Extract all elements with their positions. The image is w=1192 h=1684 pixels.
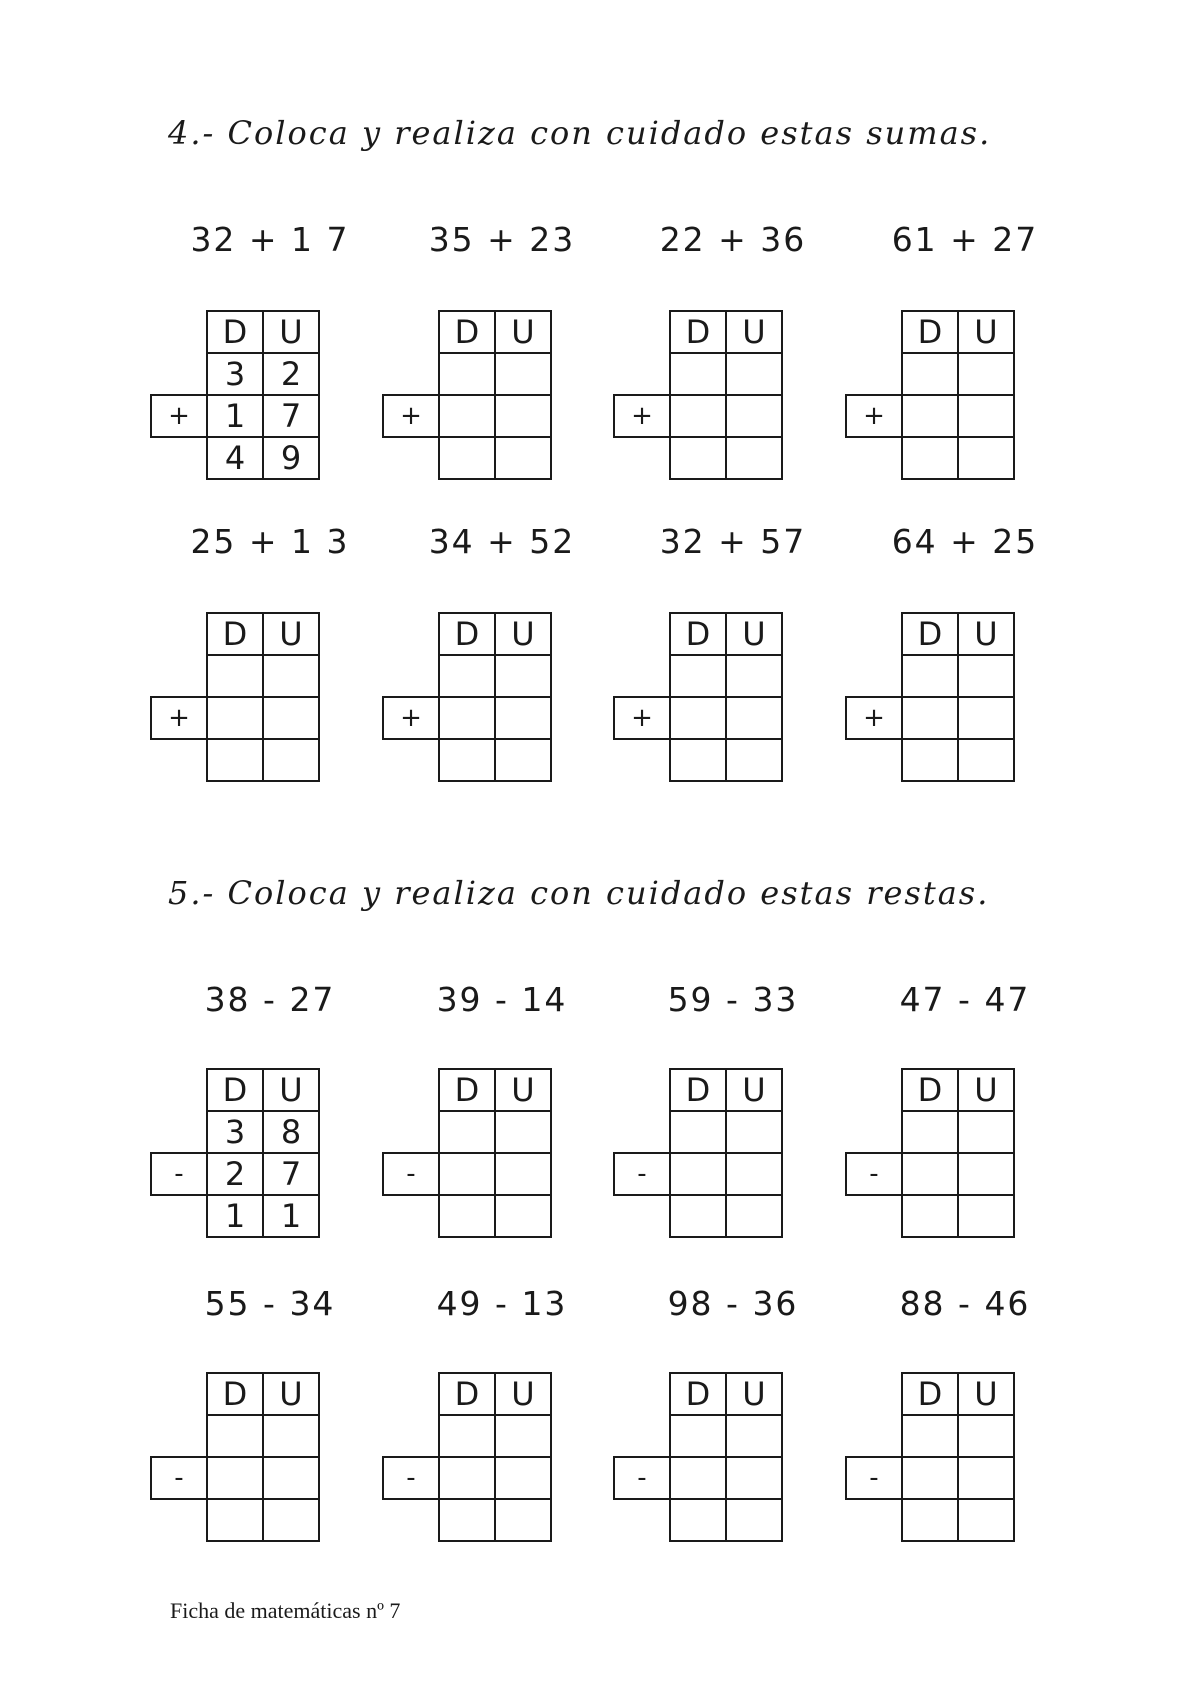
problem-label: 59 - 33 xyxy=(667,980,799,1019)
bottom-number-tens-cell xyxy=(438,1152,496,1196)
bottom-number-tens-cell xyxy=(438,696,496,740)
problem-label: 22 + 36 xyxy=(659,220,807,259)
operator-cell: + xyxy=(613,696,671,740)
result-units-cell xyxy=(725,1498,783,1542)
result-tens-cell xyxy=(901,1194,959,1238)
problem-label: 55 - 34 xyxy=(204,1284,336,1323)
top-number-units-cell xyxy=(957,1414,1015,1458)
result-units-cell xyxy=(494,436,552,480)
header-cell-decenas: D xyxy=(438,1372,496,1416)
header-cell-decenas: D xyxy=(206,1068,264,1112)
top-number-units-cell xyxy=(494,352,552,396)
top-number-units-cell xyxy=(494,1414,552,1458)
top-number-units-cell xyxy=(262,1414,320,1458)
top-number-units-cell: 8 xyxy=(262,1110,320,1154)
top-number-tens-cell: 3 xyxy=(206,1110,264,1154)
header-cell-unidades: U xyxy=(494,1068,552,1112)
header-cell-unidades: U xyxy=(957,310,1015,354)
top-number-units-cell xyxy=(725,1110,783,1154)
header-cell-decenas: D xyxy=(438,612,496,656)
result-units-cell xyxy=(957,738,1015,782)
problem-label: 35 + 23 xyxy=(428,220,576,259)
result-tens-cell xyxy=(901,436,959,480)
header-cell-decenas: D xyxy=(901,1068,959,1112)
result-tens-cell xyxy=(669,436,727,480)
operator-cell: - xyxy=(382,1456,440,1500)
bottom-number-tens-cell xyxy=(901,696,959,740)
top-number-tens-cell xyxy=(438,352,496,396)
operator-cell: + xyxy=(150,696,208,740)
top-number-units-cell xyxy=(262,654,320,698)
top-number-tens-cell: 3 xyxy=(206,352,264,396)
bottom-number-units-cell xyxy=(957,696,1015,740)
result-units-cell: 9 xyxy=(262,436,320,480)
result-units-cell xyxy=(957,436,1015,480)
result-tens-cell xyxy=(901,738,959,782)
bottom-number-units-cell xyxy=(494,1152,552,1196)
header-cell-unidades: U xyxy=(262,612,320,656)
top-number-tens-cell xyxy=(669,1414,727,1458)
header-cell-unidades: U xyxy=(494,612,552,656)
bottom-number-units-cell xyxy=(725,394,783,438)
bottom-number-units-cell: 7 xyxy=(262,1152,320,1196)
top-number-tens-cell xyxy=(669,1110,727,1154)
result-tens-cell xyxy=(438,1194,496,1238)
operator-cell: + xyxy=(845,394,903,438)
bottom-number-tens-cell xyxy=(669,1152,727,1196)
bottom-number-units-cell xyxy=(957,394,1015,438)
top-number-tens-cell xyxy=(206,1414,264,1458)
header-cell-unidades: U xyxy=(957,1372,1015,1416)
bottom-number-units-cell xyxy=(262,696,320,740)
result-units-cell xyxy=(725,738,783,782)
bottom-number-tens-cell xyxy=(206,696,264,740)
result-units-cell xyxy=(725,1194,783,1238)
top-number-units-cell xyxy=(725,1414,783,1458)
result-units-cell: 1 xyxy=(262,1194,320,1238)
top-number-tens-cell xyxy=(438,1414,496,1458)
result-tens-cell xyxy=(438,1498,496,1542)
header-cell-unidades: U xyxy=(262,1068,320,1112)
header-cell-unidades: U xyxy=(494,1372,552,1416)
header-cell-decenas: D xyxy=(438,1068,496,1112)
problem-label: 39 - 14 xyxy=(436,980,568,1019)
bottom-number-tens-cell xyxy=(438,1456,496,1500)
header-cell-decenas: D xyxy=(206,1372,264,1416)
operator-cell: - xyxy=(613,1152,671,1196)
bottom-number-tens-cell xyxy=(438,394,496,438)
header-cell-decenas: D xyxy=(206,310,264,354)
top-number-tens-cell xyxy=(901,1110,959,1154)
header-cell-decenas: D xyxy=(901,1372,959,1416)
bottom-number-tens-cell: 2 xyxy=(206,1152,264,1196)
header-cell-unidades: U xyxy=(725,310,783,354)
result-tens-cell xyxy=(901,1498,959,1542)
bottom-number-units-cell xyxy=(494,1456,552,1500)
header-cell-decenas: D xyxy=(669,1068,727,1112)
top-number-units-cell xyxy=(957,1110,1015,1154)
bottom-number-tens-cell xyxy=(206,1456,264,1500)
top-number-units-cell xyxy=(957,654,1015,698)
operator-cell: - xyxy=(845,1456,903,1500)
section-heading-sumas: 4.- Coloca y realiza con cuidado estas sumas. xyxy=(168,114,992,152)
problem-label: 61 + 27 xyxy=(891,220,1039,259)
top-number-units-cell xyxy=(725,352,783,396)
result-tens-cell: 1 xyxy=(206,1194,264,1238)
header-cell-unidades: U xyxy=(262,310,320,354)
header-cell-decenas: D xyxy=(206,612,264,656)
bottom-number-units-cell xyxy=(262,1456,320,1500)
problem-label: 32 + 57 xyxy=(659,522,807,561)
bottom-number-tens-cell xyxy=(669,696,727,740)
problem-label: 32 + 1 7 xyxy=(190,220,350,259)
header-cell-unidades: U xyxy=(957,612,1015,656)
operator-cell: + xyxy=(382,394,440,438)
top-number-tens-cell xyxy=(901,1414,959,1458)
bottom-number-tens-cell xyxy=(901,1456,959,1500)
header-cell-unidades: U xyxy=(957,1068,1015,1112)
top-number-units-cell xyxy=(725,654,783,698)
top-number-tens-cell xyxy=(901,352,959,396)
top-number-tens-cell xyxy=(669,352,727,396)
bottom-number-units-cell xyxy=(725,1152,783,1196)
header-cell-decenas: D xyxy=(669,1372,727,1416)
result-units-cell xyxy=(725,436,783,480)
header-cell-unidades: U xyxy=(262,1372,320,1416)
problem-label: 34 + 52 xyxy=(428,522,576,561)
problem-label: 38 - 27 xyxy=(204,980,336,1019)
section-heading-restas: 5.- Coloca y realiza con cuidado estas restas. xyxy=(168,874,990,912)
result-units-cell xyxy=(262,738,320,782)
bottom-number-units-cell xyxy=(725,696,783,740)
result-tens-cell: 4 xyxy=(206,436,264,480)
top-number-tens-cell xyxy=(206,654,264,698)
bottom-number-units-cell xyxy=(494,696,552,740)
header-cell-unidades: U xyxy=(494,310,552,354)
result-tens-cell xyxy=(206,1498,264,1542)
result-tens-cell xyxy=(206,738,264,782)
operator-cell: + xyxy=(150,394,208,438)
result-tens-cell xyxy=(438,738,496,782)
result-units-cell xyxy=(957,1194,1015,1238)
operator-cell: + xyxy=(382,696,440,740)
result-units-cell xyxy=(262,1498,320,1542)
footer-text: Ficha de matemáticas nº 7 xyxy=(170,1598,401,1623)
header-cell-decenas: D xyxy=(669,310,727,354)
top-number-units-cell xyxy=(957,352,1015,396)
problem-label: 64 + 25 xyxy=(891,522,1039,561)
top-number-units-cell: 2 xyxy=(262,352,320,396)
problem-label: 49 - 13 xyxy=(436,1284,568,1323)
result-units-cell xyxy=(494,1194,552,1238)
result-tens-cell xyxy=(669,738,727,782)
result-units-cell xyxy=(957,1498,1015,1542)
bottom-number-units-cell xyxy=(725,1456,783,1500)
operator-cell: + xyxy=(845,696,903,740)
top-number-tens-cell xyxy=(438,1110,496,1154)
bottom-number-tens-cell xyxy=(901,394,959,438)
result-tens-cell xyxy=(669,1498,727,1542)
header-cell-unidades: U xyxy=(725,612,783,656)
top-number-units-cell xyxy=(494,1110,552,1154)
top-number-units-cell xyxy=(494,654,552,698)
header-cell-decenas: D xyxy=(901,310,959,354)
operator-cell: - xyxy=(613,1456,671,1500)
operator-cell: - xyxy=(150,1456,208,1500)
bottom-number-tens-cell xyxy=(669,394,727,438)
bottom-number-units-cell: 7 xyxy=(262,394,320,438)
problem-label: 47 - 47 xyxy=(899,980,1031,1019)
header-cell-decenas: D xyxy=(438,310,496,354)
problem-label: 98 - 36 xyxy=(667,1284,799,1323)
header-cell-unidades: U xyxy=(725,1372,783,1416)
top-number-tens-cell xyxy=(438,654,496,698)
bottom-number-tens-cell xyxy=(901,1152,959,1196)
result-tens-cell xyxy=(438,436,496,480)
header-cell-decenas: D xyxy=(901,612,959,656)
bottom-number-tens-cell xyxy=(669,1456,727,1500)
operator-cell: - xyxy=(150,1152,208,1196)
bottom-number-units-cell xyxy=(957,1152,1015,1196)
bottom-number-units-cell xyxy=(957,1456,1015,1500)
operator-cell: - xyxy=(845,1152,903,1196)
problem-label: 25 + 1 3 xyxy=(190,522,350,561)
result-units-cell xyxy=(494,1498,552,1542)
operator-cell: - xyxy=(382,1152,440,1196)
bottom-number-tens-cell: 1 xyxy=(206,394,264,438)
result-units-cell xyxy=(494,738,552,782)
result-tens-cell xyxy=(669,1194,727,1238)
operator-cell: + xyxy=(613,394,671,438)
problem-label: 88 - 46 xyxy=(899,1284,1031,1323)
header-cell-unidades: U xyxy=(725,1068,783,1112)
top-number-tens-cell xyxy=(669,654,727,698)
top-number-tens-cell xyxy=(901,654,959,698)
header-cell-decenas: D xyxy=(669,612,727,656)
bottom-number-units-cell xyxy=(494,394,552,438)
